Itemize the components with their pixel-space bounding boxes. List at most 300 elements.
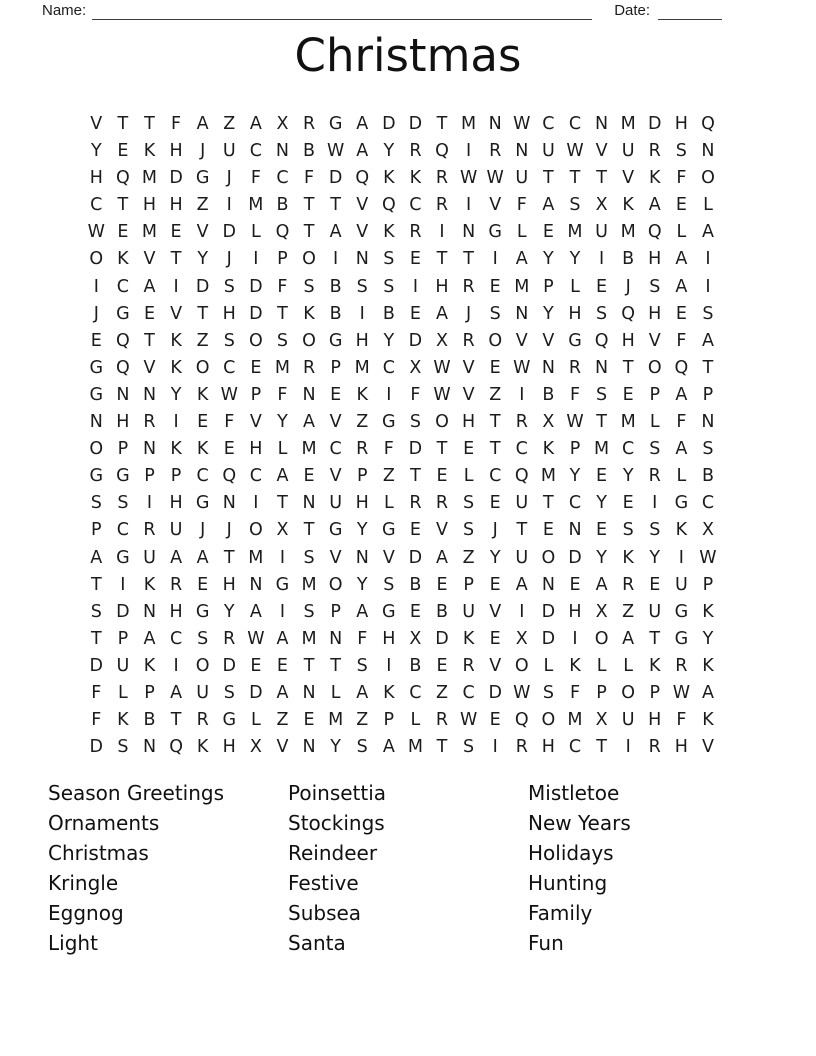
grid-letter-r17c10: V <box>329 547 342 568</box>
grid-letter-r4c1: C <box>90 195 103 216</box>
grid-letter-r2c15: I <box>466 141 472 162</box>
grid-letter-r2c6: U <box>222 141 236 162</box>
grid-letter-r6c7: I <box>253 249 259 270</box>
grid-letter-r17c23: I <box>678 547 684 568</box>
grid-letter-r8c12: B <box>382 303 395 324</box>
grid-letter-r5c1: W <box>87 222 105 243</box>
grid-letter-r20c7: W <box>247 628 265 649</box>
word-list <box>48 779 768 958</box>
grid-letter-r7c6: S <box>223 276 235 297</box>
grid-letter-r15c3: I <box>146 493 153 514</box>
grid-letter-r3c14: R <box>435 168 449 189</box>
grid-letter-r13c19: P <box>569 439 581 460</box>
grid-letter-r11c3: N <box>142 384 157 405</box>
grid-letter-r6c19: Y <box>569 249 581 270</box>
word-list-item: Stockings <box>288 810 385 835</box>
grid-letter-r12c8: Y <box>277 412 288 433</box>
grid-letter-r4c24: L <box>703 195 713 216</box>
date-blank-line[interactable] <box>658 2 722 20</box>
grid-letter-r13c18: K <box>542 439 555 460</box>
grid-letter-r22c8: A <box>276 682 289 703</box>
grid-letter-r13c22: S <box>649 439 661 460</box>
grid-letter-r13c2: P <box>117 439 129 460</box>
grid-letter-r7c18: P <box>543 276 554 297</box>
grid-letter-r13c20: M <box>594 439 610 460</box>
grid-letter-r21c22: K <box>649 655 661 676</box>
grid-letter-r23c9: E <box>303 710 315 731</box>
grid-letter-r1c10: G <box>328 114 343 134</box>
grid-letter-r6c21: B <box>622 249 635 270</box>
grid-letter-r16c21: S <box>622 520 634 541</box>
grid-letter-r16c23: K <box>675 520 688 541</box>
grid-letter-r14c14: E <box>436 466 448 487</box>
grid-letter-r6c6: J <box>226 249 232 270</box>
grid-letter-r24c20: T <box>596 737 607 758</box>
grid-letter-r9c17: V <box>515 330 528 351</box>
grid-letter-r16c14: V <box>436 520 448 541</box>
grid-letter-r14c19: Y <box>569 466 581 487</box>
grid-letter-r15c17: U <box>515 493 529 514</box>
grid-letter-r16c3: R <box>143 520 156 541</box>
grid-letter-r8c13: E <box>409 303 421 324</box>
grid-letter-r18c1: T <box>90 574 102 595</box>
grid-letter-r3c6: J <box>226 168 232 189</box>
grid-letter-r15c18: T <box>543 493 554 514</box>
grid-letter-r7c2: C <box>116 276 129 297</box>
grid-letter-r13c14: T <box>436 439 448 460</box>
grid-letter-r16c12: G <box>382 520 396 541</box>
grid-letter-r23c20: X <box>595 710 608 731</box>
grid-letter-r17c7: M <box>248 547 264 568</box>
grid-letter-r10c4: K <box>170 357 182 378</box>
grid-letter-r17c20: Y <box>596 547 607 568</box>
grid-letter-r19c21: Z <box>622 601 635 622</box>
grid-letter-r24c15: S <box>463 737 475 758</box>
word-list-item: Fun <box>528 930 564 955</box>
grid-letter-r1c21: M <box>620 114 636 134</box>
grid-letter-r8c9: K <box>303 303 315 324</box>
grid-letter-r9c23: F <box>676 330 687 351</box>
grid-letter-r4c8: B <box>276 195 289 216</box>
grid-letter-r20c10: N <box>329 628 343 649</box>
grid-letter-r7c16: E <box>489 276 501 297</box>
grid-letter-r16c22: S <box>649 520 661 541</box>
grid-letter-r9c21: H <box>621 330 635 351</box>
grid-letter-r10c10: P <box>330 357 341 378</box>
grid-letter-r20c15: K <box>462 628 475 649</box>
grid-letter-r6c20: I <box>598 249 605 270</box>
grid-letter-r11c2: N <box>116 384 130 405</box>
grid-letter-r10c24: T <box>702 357 714 378</box>
grid-letter-r13c17: C <box>515 439 528 460</box>
grid-letter-r23c24: K <box>702 710 714 731</box>
grid-letter-r19c22: U <box>648 601 662 622</box>
grid-letter-r20c18: D <box>541 628 556 649</box>
grid-letter-r20c14: D <box>435 628 449 649</box>
grid-letter-r23c17: Q <box>514 710 529 731</box>
grid-letter-r7c9: S <box>303 276 315 297</box>
grid-letter-r6c12: S <box>383 249 395 270</box>
grid-letter-r7c10: B <box>329 276 342 297</box>
word-list-item: Season Greetings <box>48 781 225 805</box>
grid-letter-r24c4: Q <box>169 737 183 758</box>
grid-letter-r8c11: I <box>359 303 365 324</box>
grid-letter-r20c23: G <box>674 628 689 649</box>
grid-letter-r4c12: Q <box>381 195 396 216</box>
grid-letter-r10c11: M <box>354 357 370 378</box>
grid-letter-r24c13: M <box>407 737 423 758</box>
grid-letter-r10c12: C <box>382 357 395 378</box>
grid-letter-r13c6: E <box>223 439 235 460</box>
grid-letter-r14c10: V <box>329 466 342 487</box>
grid-letter-r8c19: H <box>568 303 582 324</box>
grid-letter-r18c22: E <box>649 574 661 595</box>
date-label: Date: <box>614 2 651 19</box>
grid-letter-r12c13: S <box>409 412 421 433</box>
word-list-item: Ornaments <box>48 810 160 835</box>
grid-letter-r3c24: O <box>701 168 715 189</box>
grid-letter-r13c5: K <box>196 439 209 460</box>
grid-letter-r22c1: F <box>91 682 102 703</box>
grid-letter-r19c18: D <box>541 601 556 622</box>
grid-letter-r9c11: H <box>355 330 369 351</box>
grid-letter-r6c4: T <box>170 249 182 270</box>
grid-letter-r2c5: J <box>200 141 206 162</box>
grid-letter-r5c4: E <box>170 222 182 243</box>
grid-letter-r11c4: Y <box>170 384 182 405</box>
grid-letter-r10c15: V <box>462 357 475 378</box>
grid-letter-r13c13: D <box>408 439 423 460</box>
grid-letter-r4c2: T <box>117 195 129 216</box>
grid-letter-r9c1: E <box>90 330 102 351</box>
grid-letter-r1c1: V <box>90 114 103 134</box>
grid-letter-r18c13: B <box>409 574 422 595</box>
grid-letter-r2c12: Y <box>383 141 395 162</box>
grid-letter-r16c4: U <box>169 520 183 541</box>
grid-letter-r10c9: R <box>302 357 316 378</box>
grid-letter-r13c4: K <box>170 439 182 460</box>
grid-letter-r12c9: A <box>303 412 316 433</box>
grid-letter-r2c11: A <box>356 141 369 162</box>
grid-letter-r6c10: I <box>333 249 339 270</box>
grid-letter-r18c8: G <box>275 574 290 595</box>
word-list-item: Family <box>528 900 593 925</box>
grid-letter-r2c18: U <box>541 141 555 162</box>
grid-letter-r21c9: T <box>303 655 315 676</box>
word-list-item: New Years <box>528 810 631 835</box>
grid-letter-r19c2: D <box>116 601 130 622</box>
grid-letter-r2c21: U <box>621 141 635 162</box>
grid-letter-r23c6: G <box>222 710 237 731</box>
word-list-item: Light <box>48 930 98 955</box>
grid-letter-r12c17: R <box>515 412 528 433</box>
grid-letter-r17c11: N <box>355 547 369 568</box>
grid-letter-r16c1: P <box>91 520 102 541</box>
grid-letter-r20c13: X <box>409 628 422 649</box>
grid-letter-r9c14: X <box>436 330 449 351</box>
grid-letter-r19c11: A <box>356 601 369 622</box>
grid-letter-r22c4: A <box>170 682 183 703</box>
grid-letter-r3c15: W <box>459 168 478 189</box>
grid-letter-r17c12: V <box>382 547 395 568</box>
grid-letter-r21c14: E <box>436 655 448 676</box>
grid-letter-r7c23: A <box>675 276 688 297</box>
grid-letter-r17c13: D <box>408 547 423 568</box>
grid-letter-r22c11: A <box>356 682 369 703</box>
grid-letter-r23c15: W <box>459 710 478 731</box>
grid-letter-r22c12: K <box>383 682 395 703</box>
grid-letter-r19c24: K <box>702 601 714 622</box>
word-list-item: Santa <box>288 930 346 955</box>
grid-letter-r15c20: Y <box>596 493 607 514</box>
grid-letter-r15c5: G <box>195 493 210 514</box>
grid-letter-r23c8: Z <box>276 710 289 731</box>
grid-letter-r12c2: H <box>116 412 130 433</box>
grid-letter-r17c5: A <box>196 547 209 568</box>
grid-letter-r22c14: Z <box>436 682 449 703</box>
grid-letter-r4c20: X <box>595 195 608 216</box>
word-list-column-2 <box>288 779 528 958</box>
grid-letter-r10c20: N <box>595 357 609 378</box>
grid-letter-r22c7: D <box>249 682 263 703</box>
grid-letter-r3c12: K <box>383 168 395 189</box>
grid-letter-r5c11: V <box>356 222 369 243</box>
grid-letter-r4c9: T <box>303 195 315 216</box>
grid-letter-r9c4: K <box>170 330 182 351</box>
grid-letter-r7c5: D <box>195 276 210 297</box>
grid-letter-r12c22: L <box>649 412 660 433</box>
grid-letter-r4c4: H <box>169 195 183 216</box>
grid-letter-r21c11: S <box>356 655 368 676</box>
grid-letter-r2c9: B <box>303 141 316 162</box>
grid-letter-r1c6: Z <box>223 114 236 134</box>
grid-letter-r10c8: M <box>274 357 290 378</box>
grid-letter-r19c5: G <box>195 601 210 622</box>
grid-letter-r5c12: K <box>383 222 395 243</box>
grid-letter-r1c13: D <box>408 114 423 134</box>
grid-letter-r19c6: Y <box>223 601 235 622</box>
grid-letter-r21c18: L <box>543 655 554 676</box>
grid-letter-r24c1: D <box>89 737 104 758</box>
grid-letter-r6c5: Y <box>197 249 209 270</box>
grid-letter-r4c6: I <box>226 195 232 216</box>
grid-letter-r22c24: A <box>701 682 714 703</box>
grid-letter-r17c14: A <box>436 547 448 568</box>
grid-letter-r1c18: C <box>542 114 555 134</box>
grid-letter-r15c21: E <box>622 493 634 514</box>
grid-letter-r14c23: L <box>676 466 687 487</box>
grid-letter-r5c8: Q <box>275 222 290 243</box>
grid-letter-r9c22: V <box>648 330 661 351</box>
grid-letter-r3c23: F <box>676 168 687 189</box>
grid-letter-r22c17: W <box>513 682 531 703</box>
grid-letter-r10c19: R <box>568 357 582 378</box>
grid-letter-r1c9: R <box>302 114 316 134</box>
word-list-column-3 <box>528 779 768 958</box>
grid-letter-r11c18: B <box>542 384 555 405</box>
grid-letter-r23c3: B <box>143 710 156 731</box>
grid-letter-r14c15: L <box>463 466 474 487</box>
grid-letter-r11c14: W <box>433 384 451 405</box>
grid-letter-r4c17: F <box>516 195 527 216</box>
grid-letter-r1c22: D <box>648 114 662 134</box>
grid-letter-r22c5: U <box>196 682 210 703</box>
grid-letter-r18c9: M <box>301 574 317 595</box>
grid-letter-r19c7: A <box>249 601 262 622</box>
grid-letter-r12c10: V <box>329 412 342 433</box>
grid-letter-r8c3: E <box>143 303 156 324</box>
grid-letter-r19c14: B <box>436 601 449 622</box>
grid-letter-r9c13: D <box>408 330 423 351</box>
grid-letter-r18c15: P <box>463 574 474 595</box>
page-title: Christmas <box>294 29 522 82</box>
grid-letter-r7c15: R <box>462 276 475 297</box>
grid-letter-r11c10: E <box>330 384 342 405</box>
grid-letter-r11c7: P <box>250 384 262 405</box>
grid-letter-r22c20: P <box>596 682 607 703</box>
name-blank-line[interactable] <box>92 2 592 20</box>
grid-letter-r15c14: R <box>435 493 449 514</box>
grid-letter-r1c16: N <box>488 114 502 134</box>
grid-letter-r24c22: R <box>648 737 661 758</box>
grid-letter-r9c2: Q <box>116 330 130 351</box>
grid-letter-r3c4: D <box>169 168 183 189</box>
grid-letter-r18c4: R <box>169 574 183 595</box>
grid-letter-r21c5: O <box>195 655 210 676</box>
grid-letter-r14c20: E <box>596 466 608 487</box>
grid-letter-r23c7: L <box>250 710 261 731</box>
grid-letter-r5c18: E <box>542 222 554 243</box>
grid-letter-r21c21: L <box>623 655 634 676</box>
grid-letter-r12c19: W <box>566 412 584 433</box>
grid-letter-r22c21: O <box>621 682 636 703</box>
grid-letter-r1c20: N <box>595 114 609 134</box>
grid-letter-r11c12: I <box>386 384 392 405</box>
grid-letter-r6c15: T <box>463 249 474 270</box>
grid-letter-r14c5: C <box>196 466 209 487</box>
grid-letter-r14c21: Y <box>622 466 634 487</box>
grid-letter-r9c16: O <box>488 330 503 351</box>
grid-letter-r3c5: G <box>195 168 210 189</box>
grid-letter-r9c18: V <box>542 330 555 351</box>
grid-letter-r15c4: H <box>169 493 183 514</box>
grid-letter-r21c19: K <box>569 655 581 676</box>
grid-letter-r17c16: Y <box>489 547 501 568</box>
grid-letter-r23c4: T <box>170 710 182 731</box>
grid-letter-r2c4: H <box>169 141 183 162</box>
grid-letter-r5c5: V <box>196 222 209 243</box>
grid-letter-r9c3: T <box>144 330 155 351</box>
grid-letter-r12c18: X <box>542 412 555 433</box>
grid-letter-r2c24: N <box>701 141 715 162</box>
grid-letter-r10c22: O <box>647 357 662 378</box>
grid-letter-r13c16: T <box>489 439 501 460</box>
grid-letter-r12c14: O <box>435 412 449 433</box>
word-list-item: Subsea <box>288 900 362 925</box>
grid-letter-r8c22: H <box>648 303 662 324</box>
grid-letter-r16c24: X <box>701 520 714 541</box>
grid-letter-r23c2: K <box>117 710 129 731</box>
grid-letter-r21c23: R <box>675 655 688 676</box>
grid-letter-r13c11: R <box>356 439 369 460</box>
grid-letter-r20c1: T <box>90 628 102 649</box>
grid-letter-r7c20: E <box>596 276 608 297</box>
grid-letter-r17c9: S <box>303 547 315 568</box>
grid-letter-r23c19: M <box>567 710 583 731</box>
grid-letter-r23c12: P <box>383 710 395 731</box>
grid-letter-r21c16: V <box>489 655 502 676</box>
grid-letter-r6c24: I <box>705 249 711 270</box>
grid-letter-r14c2: G <box>116 466 130 487</box>
grid-letter-r9c24: A <box>701 330 714 351</box>
grid-letter-r13c12: F <box>383 439 394 460</box>
grid-letter-r24c23: H <box>674 737 688 758</box>
word-list-item: Kringle <box>48 870 119 895</box>
grid-letter-r23c16: E <box>489 710 501 731</box>
grid-letter-r1c11: A <box>356 114 369 134</box>
grid-letter-r4c7: M <box>248 195 264 216</box>
grid-letter-r18c6: H <box>222 574 236 595</box>
grid-letter-r5c9: T <box>303 222 315 243</box>
grid-letter-r2c3: K <box>143 141 156 162</box>
grid-letter-r11c21: E <box>622 384 634 405</box>
grid-letter-r1c15: M <box>461 114 477 134</box>
grid-letter-r24c21: I <box>625 737 631 758</box>
grid-letter-r17c21: K <box>622 547 634 568</box>
grid-letter-r19c10: P <box>330 601 341 622</box>
grid-letter-r24c7: X <box>249 737 262 758</box>
grid-letter-r3c11: Q <box>355 168 370 189</box>
grid-letter-r11c19: F <box>569 384 581 405</box>
grid-letter-r8c6: H <box>222 303 236 324</box>
grid-letter-r24c12: A <box>382 737 395 758</box>
grid-letter-r2c22: R <box>648 141 661 162</box>
grid-letter-r20c3: A <box>143 628 156 649</box>
grid-letter-r14c17: Q <box>514 466 529 487</box>
grid-letter-r16c16: J <box>492 520 498 541</box>
grid-letter-r24c10: Y <box>330 737 341 758</box>
grid-letter-r1c4: F <box>171 114 182 134</box>
grid-letter-r20c17: X <box>515 628 528 649</box>
grid-letter-r20c22: T <box>649 628 661 649</box>
grid-letter-r2c16: R <box>489 141 502 162</box>
grid-letter-r15c9: N <box>302 493 316 514</box>
grid-letter-r14c9: E <box>303 466 315 487</box>
grid-letter-r23c23: F <box>676 710 687 731</box>
grid-letter-r8c15: J <box>466 303 472 324</box>
grid-letter-r23c11: Z <box>356 710 369 731</box>
grid-letter-r22c2: L <box>118 682 128 703</box>
grid-letter-r15c8: T <box>277 493 288 514</box>
grid-letter-r12c3: R <box>143 412 156 433</box>
grid-letter-r19c4: H <box>169 601 183 622</box>
grid-letter-r21c7: E <box>250 655 262 676</box>
grid-letter-r3c20: T <box>596 168 607 189</box>
grid-letter-r23c21: U <box>621 710 635 731</box>
grid-letter-r18c20: A <box>595 574 608 595</box>
grid-letter-r12c15: H <box>462 412 476 433</box>
grid-letter-r8c20: S <box>596 303 608 324</box>
grid-letter-r15c6: N <box>222 493 236 514</box>
grid-letter-r12c21: M <box>620 412 636 433</box>
grid-letter-r5c13: R <box>409 222 422 243</box>
grid-letter-r14c13: T <box>410 466 421 487</box>
grid-letter-r12c6: F <box>224 412 235 433</box>
word-list-item: Poinsettia <box>288 781 387 805</box>
grid-letter-r18c16: E <box>489 574 501 595</box>
grid-letter-r7c7: D <box>249 276 263 297</box>
grid-letter-r2c19: W <box>566 141 584 162</box>
